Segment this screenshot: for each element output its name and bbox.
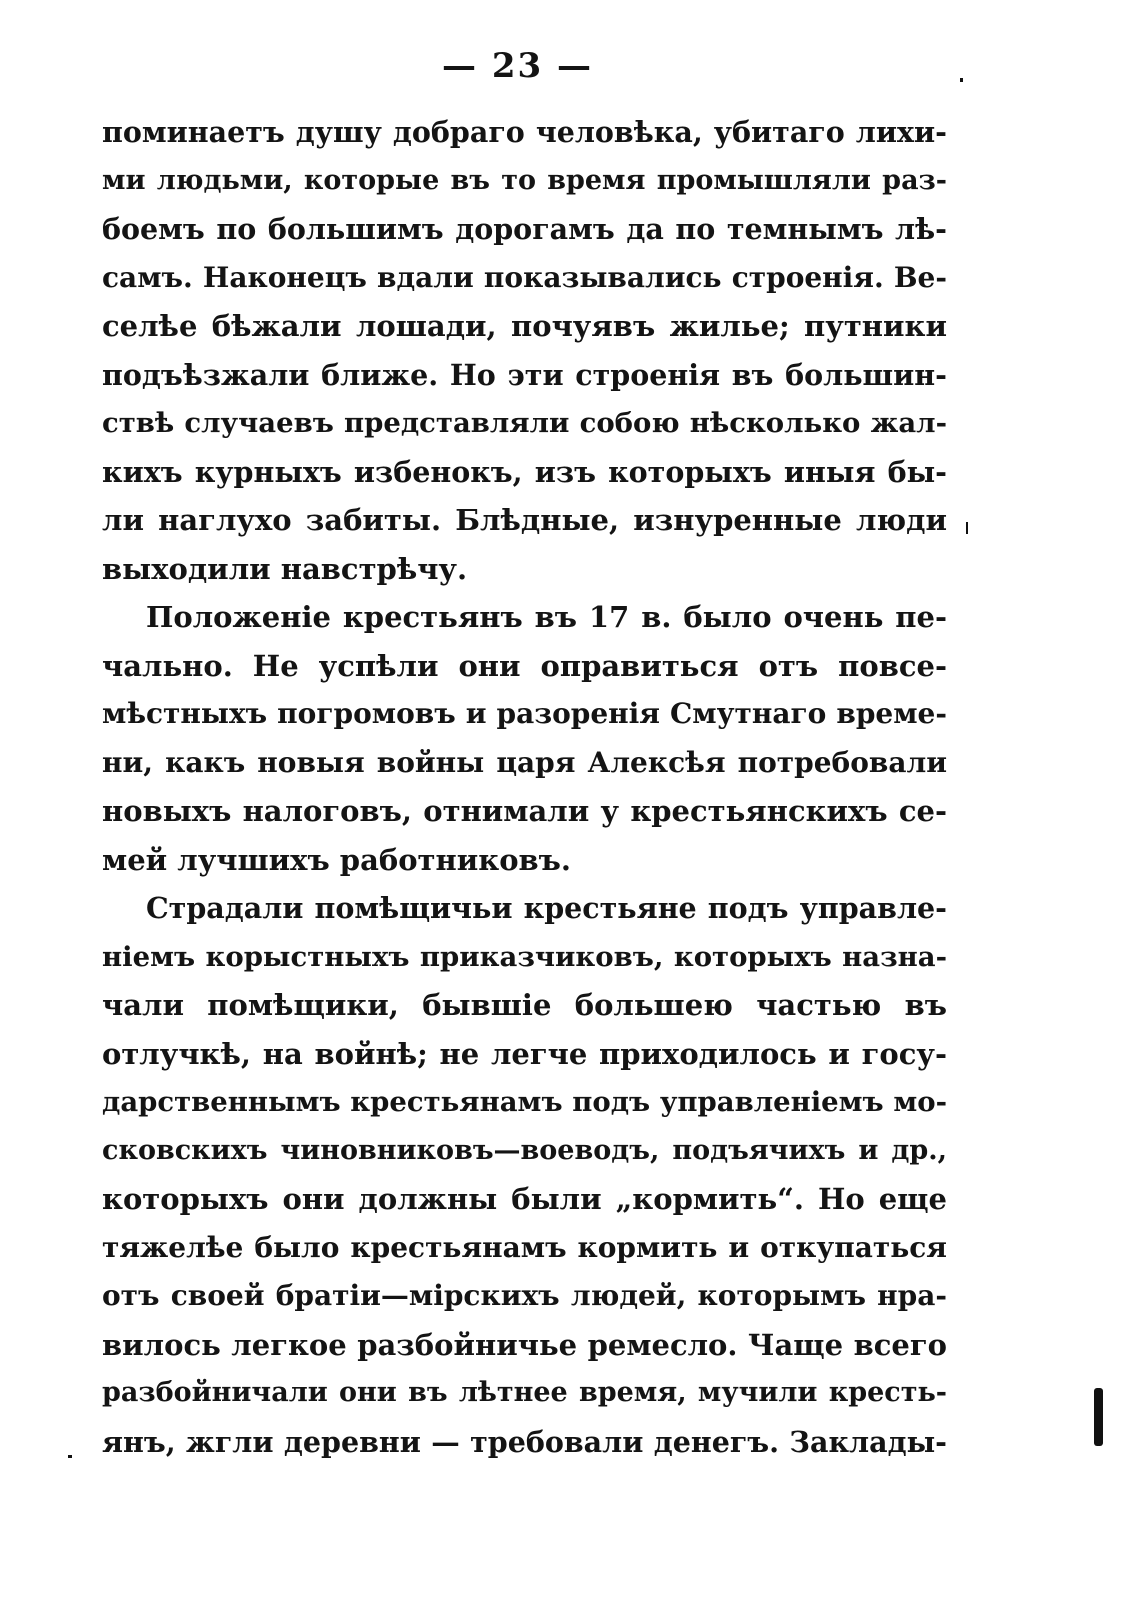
text-line: ли наглухо забиты. Блѣдные, изнуренные люди — [102, 503, 947, 537]
paragraph — [102, 884, 947, 1466]
text-line: самъ. Наконецъ вдали показывались строенія. Ве- — [102, 260, 947, 294]
scan-artifact-bar — [1094, 1388, 1103, 1446]
text-line: ни, какъ новыя войны царя Алексѣя потребовали — [102, 745, 947, 779]
text-line: Страдали помѣщичьи крестьяне подъ управле- — [146, 891, 947, 925]
text-line: поминаетъ душу добраго человѣка, убитаго лихи- — [102, 115, 947, 149]
text-line: мей лучшихъ работниковъ. — [102, 842, 572, 877]
scan-artifact-dot — [68, 1455, 72, 1458]
text-line: которыхъ они должны были „кормить“. Но еще — [102, 1182, 947, 1216]
scan-artifact-dot — [966, 522, 968, 534]
text-line: сковскихъ чиновниковъ—воеводъ, подъячихъ и др., — [102, 1134, 947, 1166]
text-line: мѣстныхъ погромовъ и разоренія Смутнаго време- — [102, 697, 947, 730]
text-line: Положеніе крестьянъ въ 17 в. было очень пе- — [146, 600, 947, 634]
text-line: ніемъ корыстныхъ приказчиковъ, которыхъ назна- — [102, 940, 947, 973]
text-line: вилось легкое разбойничье ремесло. Чаще всего — [102, 1327, 947, 1362]
body-text — [102, 108, 947, 1466]
paragraph — [102, 108, 947, 593]
scan-artifact-dot — [960, 78, 963, 82]
paragraph — [102, 593, 947, 884]
text-line: чали помѣщики, бывшіе большею частью въ — [102, 988, 947, 1022]
text-line: выходили навстрѣчу. — [102, 551, 468, 586]
text-line: кихъ курныхъ избенокъ, изъ которыхъ иныя бы- — [102, 454, 947, 489]
text-line: отлучкѣ, на войнѣ; не легче приходилось и госу- — [102, 1036, 947, 1071]
page-number: — 23 — — [442, 46, 593, 86]
text-line: дарственнымъ крестьянамъ подъ управленіемъ мо- — [102, 1086, 947, 1118]
text-line: отъ своей братіи—мірскихъ людей, которымъ нра- — [102, 1279, 947, 1312]
text-line: боемъ по большимъ дорогамъ да по темнымъ лѣ- — [102, 212, 947, 246]
text-line: селѣе бѣжали лошади, почуявъ жилье; путники — [102, 309, 947, 343]
text-line: чально. Не успѣли они оправиться отъ повсе- — [102, 648, 947, 683]
text-line: разбойничали они въ лѣтнее время, мучили кресть- — [102, 1377, 947, 1408]
text-line: ми людьми, которые въ то время промышляли раз- — [102, 164, 947, 196]
text-line: янъ, жгли деревни — требовали денегъ. Заклады- — [102, 1424, 947, 1459]
text-line: тяжелѣе было крестьянамъ кормить и откупаться — [102, 1230, 947, 1264]
text-line: подъѣзжали ближе. Но эти строенія въ большин- — [102, 357, 947, 392]
text-line: новыхъ налоговъ, отнимали у крестьянскихъ се- — [102, 794, 947, 828]
text-line: ствѣ случаевъ представляли собою нѣсколько жал- — [102, 407, 947, 439]
